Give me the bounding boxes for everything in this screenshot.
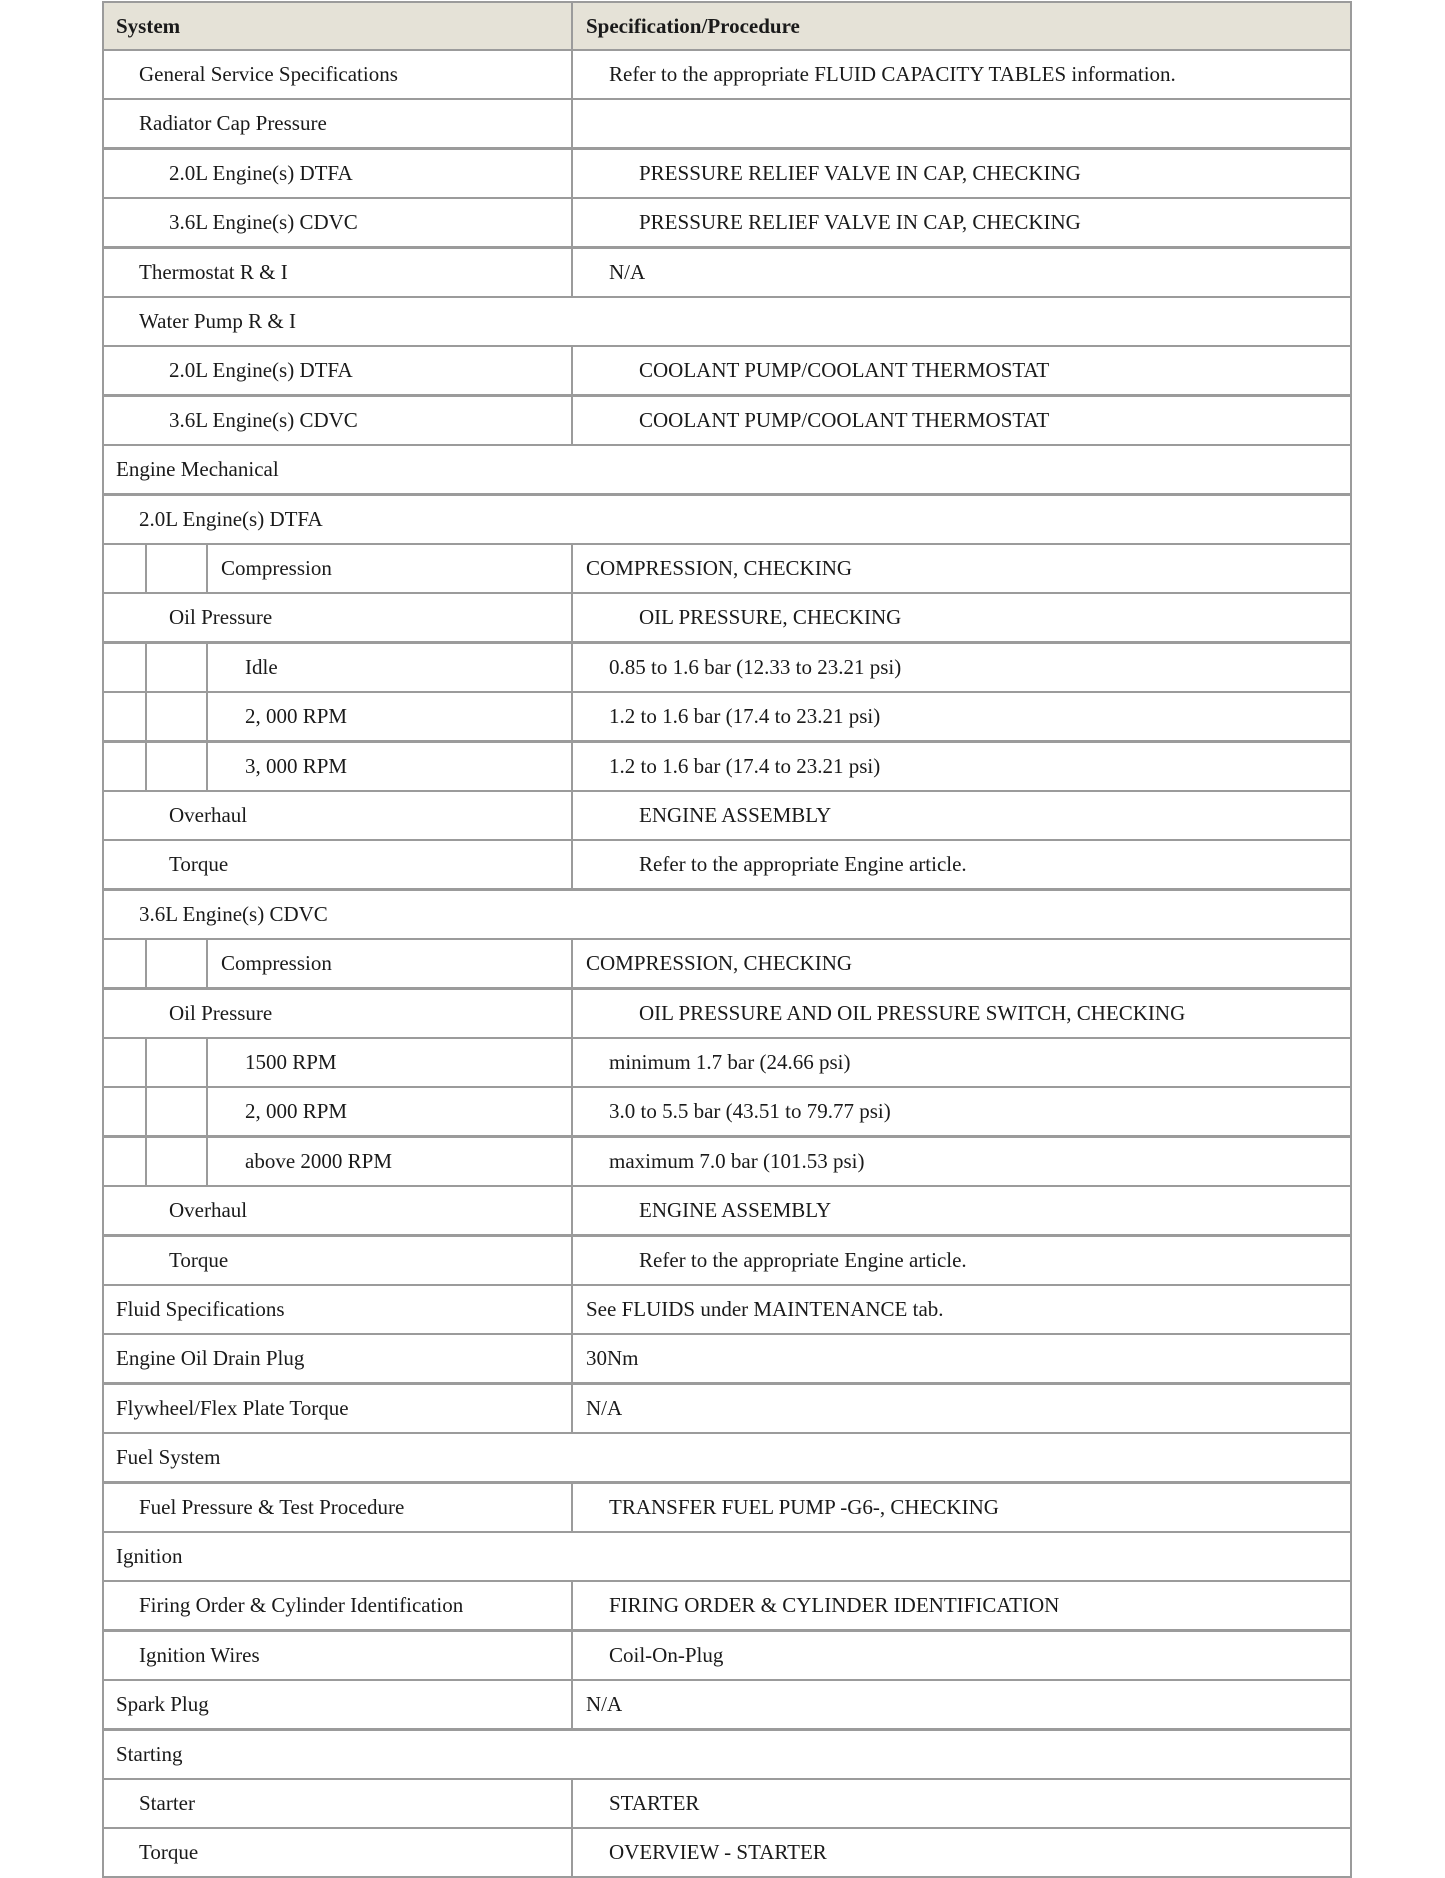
- spec-link[interactable]: OIL PRESSURE AND OIL PRESSURE SWITCH, CHECKING: [639, 1001, 1186, 1025]
- spec-link[interactable]: OVERVIEW - STARTER: [609, 1840, 827, 1864]
- spec-cell: 1.2 to 1.6 bar (17.4 to 23.21 psi): [609, 704, 881, 728]
- spec-cell: 0.85 to 1.6 bar (12.33 to 23.21 psi): [609, 655, 902, 679]
- table-row: [102, 1333, 1352, 1384]
- system-cell-3-000-rpm: 3, 000 RPM: [245, 754, 348, 778]
- table-row: [102, 1827, 1352, 1878]
- system-cell-starter: Starter: [139, 1791, 195, 1815]
- system-cell-thermostat-r-i: Thermostat R & I: [139, 260, 288, 284]
- system-cell-ignition-wires: Ignition Wires: [139, 1643, 260, 1667]
- spec-link[interactable]: ENGINE ASSEMBLY: [639, 803, 832, 827]
- system-cell-3-6l-engine-s-cdvc: 3.6L Engine(s) CDVC: [139, 902, 328, 926]
- spec-cell: 30Nm: [586, 1346, 639, 1370]
- spec-cell: maximum 7.0 bar (101.53 psi): [609, 1149, 865, 1173]
- spec-table: [102, 1, 1352, 1868]
- spec-cell: minimum 1.7 bar (24.66 psi): [609, 1050, 851, 1074]
- table-row: [102, 1630, 1352, 1681]
- system-cell-general-service-specifications: General Service Specifications: [139, 62, 398, 86]
- table-row: [102, 247, 1352, 298]
- spec-link[interactable]: COOLANT PUMP/COOLANT THERMOSTAT: [639, 358, 1050, 382]
- spec-cell: N/A: [586, 1692, 623, 1716]
- system-cell-engine-oil-drain-plug: Engine Oil Drain Plug: [116, 1346, 305, 1370]
- table-row: [102, 296, 1352, 347]
- system-cell-compression: Compression: [221, 951, 332, 975]
- table-row: [102, 741, 1352, 792]
- spec-link[interactable]: STARTER: [609, 1791, 700, 1815]
- header-system: System: [116, 13, 181, 38]
- system-cell-engine-mechanical: Engine Mechanical: [116, 457, 279, 481]
- table-row: [102, 1284, 1352, 1335]
- table-row: [102, 148, 1352, 199]
- table-row: [102, 49, 1352, 100]
- table-row: [102, 642, 1352, 693]
- system-cell-fuel-pressure-test-procedure: Fuel Pressure & Test Procedure: [139, 1495, 405, 1519]
- spec-link[interactable]: COMPRESSION, CHECKING: [586, 556, 853, 580]
- spec-link[interactable]: TRANSFER FUEL PUMP -G6-, CHECKING: [609, 1495, 999, 1519]
- table-row: [102, 1679, 1352, 1730]
- table-row: [102, 1482, 1352, 1533]
- table-row: [102, 1037, 1352, 1088]
- spec-link[interactable]: OIL PRESSURE, CHECKING: [639, 605, 902, 629]
- system-cell-oil-pressure: Oil Pressure: [169, 1001, 273, 1025]
- system-cell-fuel-system: Fuel System: [116, 1445, 221, 1469]
- system-cell-flywheel-flex-plate-torque: Flywheel/Flex Plate Torque: [116, 1396, 349, 1420]
- spec-cell: Refer to the appropriate Engine article.: [639, 1248, 967, 1272]
- system-cell-2-000-rpm: 2, 000 RPM: [245, 1099, 348, 1123]
- header-spec: Specification/Procedure: [586, 13, 800, 38]
- table-row: [102, 345, 1352, 396]
- table-row: [102, 1086, 1352, 1137]
- table-row: [102, 494, 1352, 545]
- spec-link[interactable]: COOLANT PUMP/COOLANT THERMOSTAT: [639, 408, 1050, 432]
- system-cell-3-6l-engine-s-cdvc: 3.6L Engine(s) CDVC: [169, 408, 358, 432]
- spec-link[interactable]: ENGINE ASSEMBLY: [639, 1198, 832, 1222]
- table-row: [102, 790, 1352, 841]
- table-row: [102, 839, 1352, 890]
- table-row: [102, 1383, 1352, 1434]
- table-row: [102, 889, 1352, 940]
- table-row: [102, 592, 1352, 643]
- spec-cell: Coil-On-Plug: [609, 1643, 724, 1667]
- spec-cell: N/A: [609, 260, 646, 284]
- table-row: [102, 1531, 1352, 1582]
- system-cell-overhaul: Overhaul: [169, 1198, 248, 1222]
- system-cell-2-000-rpm: 2, 000 RPM: [245, 704, 348, 728]
- system-cell-2-0l-engine-s-dtfa: 2.0L Engine(s) DTFA: [169, 358, 353, 382]
- table-row: [102, 1136, 1352, 1187]
- spec-link[interactable]: FIRING ORDER & CYLINDER IDENTIFICATION: [609, 1593, 1060, 1617]
- system-cell-3-6l-engine-s-cdvc: 3.6L Engine(s) CDVC: [169, 210, 358, 234]
- system-cell-2-0l-engine-s-dtfa: 2.0L Engine(s) DTFA: [139, 507, 323, 531]
- table-row: [102, 1580, 1352, 1631]
- spec-cell: See FLUIDS under MAINTENANCE tab.: [586, 1297, 944, 1321]
- table-row: [102, 1778, 1352, 1829]
- table-row: [102, 938, 1352, 989]
- table-row: [102, 1185, 1352, 1236]
- table-header-row: [102, 1, 1352, 51]
- system-cell-1500-rpm: 1500 RPM: [245, 1050, 337, 1074]
- table-row: [102, 395, 1352, 446]
- table-row: [102, 543, 1352, 594]
- spec-link[interactable]: Refer to the appropriate FLUID CAPACITY TABLES information.: [609, 62, 1176, 86]
- table-row: [102, 197, 1352, 248]
- system-cell-overhaul: Overhaul: [169, 803, 248, 827]
- system-cell-spark-plug: Spark Plug: [116, 1692, 209, 1716]
- system-cell-radiator-cap-pressure: Radiator Cap Pressure: [139, 111, 327, 135]
- table-row: [102, 1432, 1352, 1483]
- spec-link[interactable]: PRESSURE RELIEF VALVE IN CAP, CHECKING: [639, 210, 1081, 234]
- table-row: [102, 1729, 1352, 1780]
- system-cell-torque: Torque: [169, 852, 229, 876]
- system-cell-fluid-specifications: Fluid Specifications: [116, 1297, 285, 1321]
- system-cell-starting: Starting: [116, 1742, 183, 1766]
- system-cell-water-pump-r-i: Water Pump R & I: [139, 309, 296, 333]
- system-cell-torque: Torque: [169, 1248, 229, 1272]
- system-cell-2-0l-engine-s-dtfa: 2.0L Engine(s) DTFA: [169, 161, 353, 185]
- table-row: [102, 444, 1352, 495]
- table-row: [102, 988, 1352, 1039]
- system-cell-torque: Torque: [139, 1840, 199, 1864]
- spec-cell: Refer to the appropriate Engine article.: [639, 852, 967, 876]
- system-cell-above-2000-rpm: above 2000 RPM: [245, 1149, 392, 1173]
- spec-link[interactable]: PRESSURE RELIEF VALVE IN CAP, CHECKING: [639, 161, 1081, 185]
- system-cell-ignition: Ignition: [116, 1544, 183, 1568]
- system-cell-oil-pressure: Oil Pressure: [169, 605, 273, 629]
- spec-cell: 1.2 to 1.6 bar (17.4 to 23.21 psi): [609, 754, 881, 778]
- spec-link[interactable]: COMPRESSION, CHECKING: [586, 951, 853, 975]
- spec-cell: N/A: [586, 1396, 623, 1420]
- system-cell-compression: Compression: [221, 556, 332, 580]
- table-row: [102, 691, 1352, 742]
- system-cell-idle: Idle: [245, 655, 278, 679]
- spec-cell: 3.0 to 5.5 bar (43.51 to 79.77 psi): [609, 1099, 891, 1123]
- system-cell-firing-order-cylinder-identification: Firing Order & Cylinder Identification: [139, 1593, 464, 1617]
- table-row: [102, 1235, 1352, 1286]
- table-row: [102, 98, 1352, 149]
